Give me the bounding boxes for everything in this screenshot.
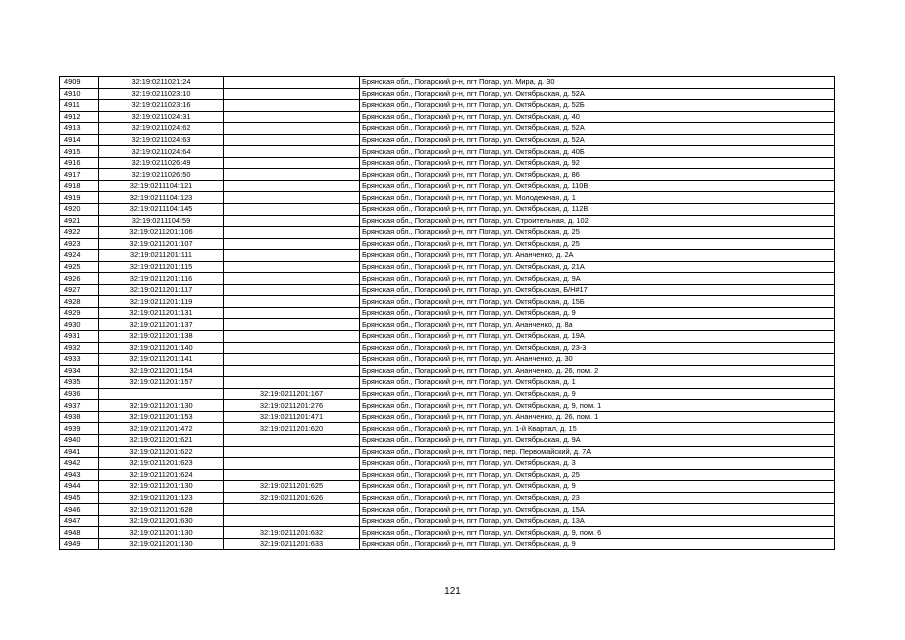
cadastral-number-cell: 32:19:0211201:130 — [99, 527, 224, 539]
address-cell: Брянская обл., Погарский р-н, пгт Погар, ул. Октябрьская, д. 52А — [360, 123, 835, 135]
table-row — [60, 307, 835, 319]
parent-cadastral-number-cell — [224, 342, 360, 354]
table-row — [60, 192, 835, 204]
table-row — [60, 354, 835, 366]
cadastral-number-cell: 32:19:0211104:121 — [99, 180, 224, 192]
page-number: 121 — [444, 586, 461, 597]
cadastral-number-cell: 32:19:0211201:116 — [99, 273, 224, 285]
row-number-cell: 4938 — [60, 411, 99, 423]
cadastral-number-cell: 32:19:0211201:630 — [99, 515, 224, 527]
cadastral-number-cell: 32:19:0211201:131 — [99, 307, 224, 319]
row-number-cell: 4928 — [60, 296, 99, 308]
table-row — [60, 377, 835, 389]
address-cell: Брянская обл., Погарский р-н, пгт Погар, ул. Октябрьская, д. 23 — [360, 492, 835, 504]
table-row — [60, 527, 835, 539]
row-number-cell: 4947 — [60, 515, 99, 527]
cadastral-number-cell: 32:19:0211201:107 — [99, 238, 224, 250]
row-number-cell: 4942 — [60, 458, 99, 470]
address-cell: Брянская обл., Погарский р-н, пгт Погар, ул. Октябрьская, д. 13А — [360, 515, 835, 527]
parent-cadastral-number-cell: 32:19:0211201:626 — [224, 492, 360, 504]
row-number-cell: 4949 — [60, 538, 99, 550]
parent-cadastral-number-cell — [224, 77, 360, 89]
table-row — [60, 411, 835, 423]
row-number-cell: 4946 — [60, 504, 99, 516]
parent-cadastral-number-cell: 32:19:0211201:167 — [224, 388, 360, 400]
table-row — [60, 481, 835, 493]
parent-cadastral-number-cell — [224, 238, 360, 250]
cadastral-number-cell: 32:19:0211201:621 — [99, 434, 224, 446]
address-cell: Брянская обл., Погарский р-н, пгт Погар, ул. Октябрьская, д. 23-3 — [360, 342, 835, 354]
address-cell: Брянская обл., Погарский р-н, пгт Погар, ул. Молодежная, д. 1 — [360, 192, 835, 204]
cadastral-number-cell: 32:19:0211201:140 — [99, 342, 224, 354]
table-row — [60, 296, 835, 308]
table-row — [60, 146, 835, 158]
row-number-cell: 4920 — [60, 204, 99, 216]
address-cell: Брянская обл., Погарский р-н, пгт Погар, ул. Октябрьская, д. 25 — [360, 469, 835, 481]
cadastral-number-cell: 32:19:0211201:117 — [99, 284, 224, 296]
parent-cadastral-number-cell — [224, 273, 360, 285]
table-row — [60, 284, 835, 296]
table-row — [60, 215, 835, 227]
address-cell: Брянская обл., Погарский р-н, пгт Погар, пер. Первомайский, д. 7А — [360, 446, 835, 458]
parent-cadastral-number-cell — [224, 319, 360, 331]
cadastral-number-cell: 32:19:0211026:50 — [99, 169, 224, 181]
cadastral-number-cell: 32:19:0211201:628 — [99, 504, 224, 516]
row-number-cell: 4929 — [60, 307, 99, 319]
row-number-cell: 4919 — [60, 192, 99, 204]
parent-cadastral-number-cell — [224, 296, 360, 308]
cadastral-number-cell: 32:19:0211201:622 — [99, 446, 224, 458]
table-row — [60, 515, 835, 527]
row-number-cell: 4916 — [60, 157, 99, 169]
table-row — [60, 388, 835, 400]
row-number-cell: 4935 — [60, 377, 99, 389]
parent-cadastral-number-cell — [224, 157, 360, 169]
address-cell: Брянская обл., Погарский р-н, пгт Погар, ул. 1-й Квартал, д. 15 — [360, 423, 835, 435]
parent-cadastral-number-cell — [224, 434, 360, 446]
parent-cadastral-number-cell — [224, 250, 360, 262]
parent-cadastral-number-cell — [224, 307, 360, 319]
row-number-cell: 4931 — [60, 331, 99, 343]
address-cell: Брянская обл., Погарский р-н, пгт Погар, ул. Октябрьская, д. 9А — [360, 434, 835, 446]
parent-cadastral-number-cell — [224, 458, 360, 470]
parent-cadastral-number-cell — [224, 88, 360, 100]
cadastral-number-cell: 32:19:0211201:106 — [99, 227, 224, 239]
address-cell: Брянская обл., Погарский р-н, пгт Погар, ул. Октябрьская, д. 9, пом. 6 — [360, 527, 835, 539]
table-row — [60, 77, 835, 89]
row-number-cell: 4932 — [60, 342, 99, 354]
row-number-cell: 4933 — [60, 354, 99, 366]
parent-cadastral-number-cell — [224, 134, 360, 146]
cadastral-number-cell: 32:19:0211023:10 — [99, 88, 224, 100]
row-number-cell: 4910 — [60, 88, 99, 100]
address-cell: Брянская обл., Погарский р-н, пгт Погар, ул. Октябрьская, д. 52А — [360, 88, 835, 100]
cadastral-number-cell: 32:19:0211026:49 — [99, 157, 224, 169]
table-row — [60, 538, 835, 550]
parent-cadastral-number-cell: 32:19:0211201:625 — [224, 481, 360, 493]
cadastral-number-cell: 32:19:0211201:157 — [99, 377, 224, 389]
cadastral-number-cell: 32:19:0211201:138 — [99, 331, 224, 343]
table-row — [60, 423, 835, 435]
cadastral-number-cell: 32:19:0211201:130 — [99, 400, 224, 412]
address-cell: Брянская обл., Погарский р-н, пгт Погар, ул. Октябрьская, д. 92 — [360, 157, 835, 169]
parent-cadastral-number-cell — [224, 331, 360, 343]
row-number-cell: 4917 — [60, 169, 99, 181]
table-row — [60, 238, 835, 250]
parent-cadastral-number-cell — [224, 469, 360, 481]
table-row — [60, 157, 835, 169]
table-row — [60, 227, 835, 239]
row-number-cell: 4911 — [60, 100, 99, 112]
parent-cadastral-number-cell: 32:19:0211201:620 — [224, 423, 360, 435]
cadastral-number-cell: 32:19:0211201:137 — [99, 319, 224, 331]
row-number-cell: 4945 — [60, 492, 99, 504]
address-cell: Брянская обл., Погарский р-н, пгт Погар, ул. Строительная, д. 102 — [360, 215, 835, 227]
address-cell: Брянская обл., Погарский р-н, пгт Погар, ул. Октябрьская, д. 9 — [360, 481, 835, 493]
table-row — [60, 492, 835, 504]
row-number-cell: 4913 — [60, 123, 99, 135]
address-cell: Брянская обл., Погарский р-н, пгт Погар, ул. Октябрьская, д. 9 — [360, 388, 835, 400]
cadastral-number-cell: 32:19:0211024:63 — [99, 134, 224, 146]
table-row — [60, 250, 835, 262]
parent-cadastral-number-cell — [224, 204, 360, 216]
row-number-cell: 4909 — [60, 77, 99, 89]
address-cell: Брянская обл., Погарский р-н, пгт Погар, ул. Октябрьская, д. 19А — [360, 331, 835, 343]
parent-cadastral-number-cell — [224, 146, 360, 158]
cadastral-number-cell — [99, 388, 224, 400]
address-cell: Брянская обл., Погарский р-н, пгт Погар, ул. Октябрьская, д. 86 — [360, 169, 835, 181]
table-row — [60, 446, 835, 458]
address-cell: Брянская обл., Погарский р-н, пгт Погар, ул. Октябрьская, д. 15А — [360, 504, 835, 516]
parent-cadastral-number-cell — [224, 365, 360, 377]
address-cell: Брянская обл., Погарский р-н, пгт Погар, ул. Октябрьская, д. 25 — [360, 238, 835, 250]
address-cell: Брянская обл., Погарский р-н, пгт Погар, ул. Октябрьская, д. 52А — [360, 134, 835, 146]
address-cell: Брянская обл., Погарский р-н, пгт Погар, ул. Ананченко, д. 2А — [360, 250, 835, 262]
row-number-cell: 4944 — [60, 481, 99, 493]
address-cell: Брянская обл., Погарский р-н, пгт Погар, ул. Октябрьская, д. 25 — [360, 227, 835, 239]
cadastral-number-cell: 32:19:0211201:119 — [99, 296, 224, 308]
cadastral-number-cell: 32:19:0211104:59 — [99, 215, 224, 227]
table-row — [60, 365, 835, 377]
table-row — [60, 134, 835, 146]
address-cell: Брянская обл., Погарский р-н, пгт Погар, ул. Октябрьская, д. 40Б — [360, 146, 835, 158]
row-number-cell: 4948 — [60, 527, 99, 539]
row-number-cell: 4936 — [60, 388, 99, 400]
table-row — [60, 342, 835, 354]
cadastral-number-cell: 32:19:0211201:123 — [99, 492, 224, 504]
table-body — [60, 77, 835, 550]
address-cell: Брянская обл., Погарский р-н, пгт Погар, ул. Октябрьская, д. 15Б — [360, 296, 835, 308]
cadastral-number-cell: 32:19:0211024:62 — [99, 123, 224, 135]
row-number-cell: 4923 — [60, 238, 99, 250]
cadastral-number-cell: 32:19:0211201:130 — [99, 481, 224, 493]
table-row — [60, 111, 835, 123]
cadastral-number-cell: 32:19:0211201:115 — [99, 261, 224, 273]
parent-cadastral-number-cell — [224, 169, 360, 181]
address-cell: Брянская обл., Погарский р-н, пгт Погар, ул. Октябрьская, д. 52Б — [360, 100, 835, 112]
parent-cadastral-number-cell — [224, 377, 360, 389]
cadastral-number-cell: 32:19:0211024:64 — [99, 146, 224, 158]
address-cell: Брянская обл., Погарский р-н, пгт Погар, ул. Ананченко, д. 30 — [360, 354, 835, 366]
table-row — [60, 458, 835, 470]
parent-cadastral-number-cell — [224, 123, 360, 135]
parent-cadastral-number-cell — [224, 446, 360, 458]
table-row — [60, 331, 835, 343]
parent-cadastral-number-cell — [224, 504, 360, 516]
cadastral-number-cell: 32:19:0211201:130 — [99, 538, 224, 550]
cadastral-number-cell: 32:19:0211201:623 — [99, 458, 224, 470]
cadastral-number-cell: 32:19:0211201:153 — [99, 411, 224, 423]
cadastral-number-cell: 32:19:0211201:141 — [99, 354, 224, 366]
parent-cadastral-number-cell — [224, 100, 360, 112]
row-number-cell: 4925 — [60, 261, 99, 273]
table-row — [60, 434, 835, 446]
parent-cadastral-number-cell — [224, 192, 360, 204]
address-cell: Брянская обл., Погарский р-н, пгт Погар, ул. Октябрьская, д. 3 — [360, 458, 835, 470]
cadastral-number-cell: 32:19:0211201:472 — [99, 423, 224, 435]
table-row — [60, 261, 835, 273]
table-row — [60, 88, 835, 100]
parent-cadastral-number-cell: 32:19:0211201:632 — [224, 527, 360, 539]
property-table — [59, 76, 835, 550]
cadastral-number-cell: 32:19:0211201:111 — [99, 250, 224, 262]
row-number-cell: 4921 — [60, 215, 99, 227]
parent-cadastral-number-cell: 32:19:0211201:633 — [224, 538, 360, 550]
table-row — [60, 273, 835, 285]
address-cell: Брянская обл., Погарский р-н, пгт Погар, ул. Октябрьская, д. 9 — [360, 538, 835, 550]
row-number-cell: 4926 — [60, 273, 99, 285]
address-cell: Брянская обл., Погарский р-н, пгт Погар, ул. Октябрьская, Б/Н#17 — [360, 284, 835, 296]
cadastral-number-cell: 32:19:0211201:624 — [99, 469, 224, 481]
address-cell: Брянская обл., Погарский р-н, пгт Погар, ул. Мира, д. 30 — [360, 77, 835, 89]
row-number-cell: 4941 — [60, 446, 99, 458]
row-number-cell: 4914 — [60, 134, 99, 146]
row-number-cell: 4940 — [60, 434, 99, 446]
table-row — [60, 100, 835, 112]
cadastral-number-cell: 32:19:0211104:123 — [99, 192, 224, 204]
address-cell: Брянская обл., Погарский р-н, пгт Погар, ул. Октябрьская, д. 9 — [360, 307, 835, 319]
parent-cadastral-number-cell — [224, 227, 360, 239]
table-row — [60, 400, 835, 412]
address-cell: Брянская обл., Погарский р-н, пгт Погар, ул. Ананченко, д. 26, пом. 2 — [360, 365, 835, 377]
parent-cadastral-number-cell — [224, 261, 360, 273]
cadastral-number-cell: 32:19:0211021:24 — [99, 77, 224, 89]
row-number-cell: 4922 — [60, 227, 99, 239]
parent-cadastral-number-cell: 32:19:0211201:276 — [224, 400, 360, 412]
address-cell: Брянская обл., Погарский р-н, пгт Погар, ул. Октябрьская, д. 9, пом. 1 — [360, 400, 835, 412]
table-row — [60, 180, 835, 192]
table-row — [60, 504, 835, 516]
parent-cadastral-number-cell — [224, 354, 360, 366]
row-number-cell: 4924 — [60, 250, 99, 262]
parent-cadastral-number-cell: 32:19:0211201:471 — [224, 411, 360, 423]
parent-cadastral-number-cell — [224, 515, 360, 527]
row-number-cell: 4943 — [60, 469, 99, 481]
address-cell: Брянская обл., Погарский р-н, пгт Погар, ул. Ананченко, д. 8а — [360, 319, 835, 331]
row-number-cell: 4934 — [60, 365, 99, 377]
address-cell: Брянская обл., Погарский р-н, пгт Погар, ул. Октябрьская, д. 110В — [360, 180, 835, 192]
row-number-cell: 4930 — [60, 319, 99, 331]
row-number-cell: 4937 — [60, 400, 99, 412]
address-cell: Брянская обл., Погарский р-н, пгт Погар, ул. Октябрьская, д. 21А — [360, 261, 835, 273]
table-row — [60, 169, 835, 181]
cadastral-number-cell: 32:19:0211104:145 — [99, 204, 224, 216]
table-row — [60, 123, 835, 135]
address-cell: Брянская обл., Погарский р-н, пгт Погар, ул. Октябрьская, д. 40 — [360, 111, 835, 123]
parent-cadastral-number-cell — [224, 111, 360, 123]
parent-cadastral-number-cell — [224, 180, 360, 192]
table-row — [60, 204, 835, 216]
row-number-cell: 4912 — [60, 111, 99, 123]
cadastral-number-cell: 32:19:0211023:16 — [99, 100, 224, 112]
address-cell: Брянская обл., Погарский р-н, пгт Погар, ул. Октябрьская, д. 9А — [360, 273, 835, 285]
address-cell: Брянская обл., Погарский р-н, пгт Погар, ул. Ананченко, д. 26, пом. 1 — [360, 411, 835, 423]
table-row — [60, 319, 835, 331]
address-cell: Брянская обл., Погарский р-н, пгт Погар, ул. Октябрьская, д. 112В — [360, 204, 835, 216]
row-number-cell: 4927 — [60, 284, 99, 296]
table-row — [60, 469, 835, 481]
parent-cadastral-number-cell — [224, 215, 360, 227]
row-number-cell: 4915 — [60, 146, 99, 158]
parent-cadastral-number-cell — [224, 284, 360, 296]
cadastral-number-cell: 32:19:0211201:154 — [99, 365, 224, 377]
cadastral-number-cell: 32:19:0211024:31 — [99, 111, 224, 123]
address-cell: Брянская обл., Погарский р-н, пгт Погар, ул. Октябрьская, д. 1 — [360, 377, 835, 389]
row-number-cell: 4918 — [60, 180, 99, 192]
row-number-cell: 4939 — [60, 423, 99, 435]
